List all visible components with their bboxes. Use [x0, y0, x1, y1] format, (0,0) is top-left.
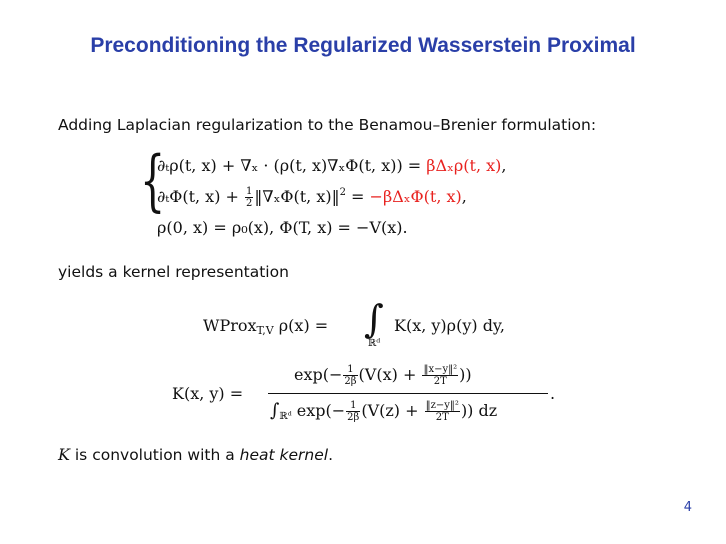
wprox-rhs: K(x, y)ρ(y) dy,: [394, 316, 505, 335]
laplacian-term-rho: βΔₓρ(t, x): [426, 156, 502, 175]
heat-kernel-emphasis: heat kernel: [239, 446, 329, 464]
laplacian-term-phi: −βΔₓΦ(t, x): [369, 187, 462, 206]
half-fraction: $\frac{1}{2}$: [246, 186, 253, 209]
equation-boundary-conditions: ρ(0, x) = ρ₀(x), Φ(T, x) = −V(x).: [157, 218, 408, 237]
kernel-lhs: K(x, y) =: [172, 384, 244, 403]
conclusion-text: K is convolution with a heat kernel.: [58, 445, 334, 464]
wprox-lhs: WProx$_{T,V}$ ρ(x) =: [203, 316, 329, 337]
equation-continuity: ∂ₜρ(t, x) + ∇ₓ · (ρ(t, x)∇ₓΦ(t, x)) = βΔₓρ(t, x),: [157, 156, 507, 175]
page-number: 4: [683, 500, 692, 515]
equation-hamilton-jacobi: ∂ₜΦ(t, x) + $\frac{1}{2}$ ‖∇ₓΦ(t, x)‖$^2$ = −βΔₓΦ(t, x),: [157, 186, 467, 209]
left-brace: {: [140, 142, 166, 219]
kernel-intro-text: yields a kernel representation: [58, 263, 289, 281]
integral-sign: ∫: [364, 297, 384, 341]
slide-title: Preconditioning the Regularized Wasserstein Proximal: [90, 34, 636, 57]
kernel-numerator: exp(− $\frac{1}{2\beta}$ (V(x) + $\frac{\text{‖x−y‖²}}{2T}$ )): [294, 364, 472, 387]
kernel-fraction-bar: [268, 393, 548, 394]
kernel-period: .: [550, 384, 556, 403]
intro-text: Adding Laplacian regularization to the Benamou–Brenier formulation:: [58, 116, 597, 134]
integral-domain: ℝᵈ: [368, 338, 381, 349]
kernel-denominator: $\int_{ℝᵈ}$ exp(− $\frac{1}{2\beta}$ (V(z) + $\frac{\text{‖z−y‖²}}{2T}$ )) dz: [270, 400, 498, 423]
